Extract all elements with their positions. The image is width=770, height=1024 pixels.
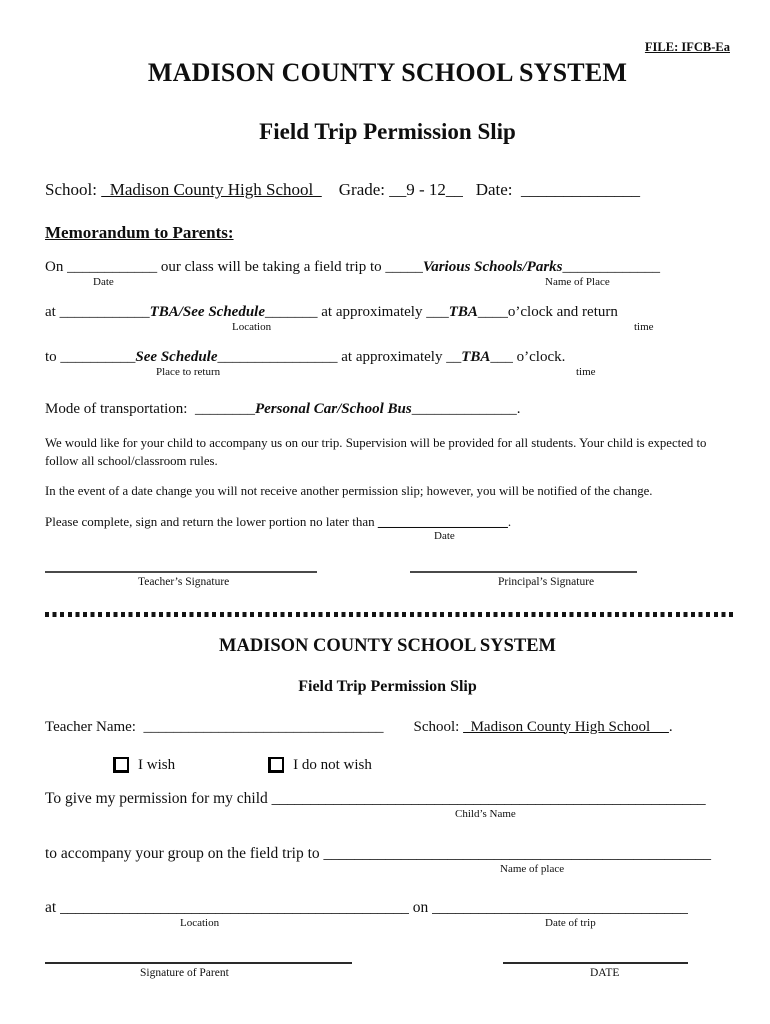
teacher-signature-line [45,571,317,573]
slip-place-blank: __________________________________________________ [323,844,712,862]
name-of-place-caption-2: Name of place [500,862,565,875]
memo-signature-lines [45,571,730,574]
trip-line1-labels [45,276,730,291]
child-name-blank: ________________________________________________________ [271,789,706,807]
slip-location-date-line: at _____________________________________________ on _________________________________ [45,898,688,916]
slip-signature-lines [45,962,730,965]
trip-location-time-line: at ____________TBA/See Schedule_______ at approximately ___TBA____o’clock and return [45,304,618,320]
memorandum-heading: Memorandum to Parents: [45,223,234,242]
grade-label: Grade: [338,180,386,199]
return-place-value: See Schedule [135,349,218,365]
school-value: Madison County High School [101,180,322,199]
name-of-place-caption: Name of Place [545,276,610,288]
return-place-time-line: to __________See Schedule________________ at approximately __TBA___ o’clock. [45,349,566,365]
principal-signature-caption: Principal’s Signature [498,575,595,588]
slip-school-value: Madison County High School [463,718,669,735]
trip-line3-labels [45,366,730,381]
slip-location-blank: _____________________________________________ [60,898,409,916]
location-caption-2: Location [180,916,220,929]
depart-time-value: TBA [448,304,478,320]
trip-date-blank: ____________ [67,259,158,275]
return-by-line: Please complete, sign and return the lower portion no later than ____________________. [45,513,512,529]
slip-signature-labels [45,967,730,982]
signature-of-parent-caption: Signature of Parent [140,966,229,979]
date-blank: ______________ [521,180,641,199]
place-value: Various Schools/Parks [422,259,563,275]
i-do-not-wish-checkbox[interactable] [268,757,284,773]
date-caption-2: Date [434,529,455,542]
supervision-paragraph: We would like for your child to accompany us on our trip. Supervision will be provided for all students. Your child is expected to follow all school/classroom rules. [45,436,707,468]
teacher-name-blank: ________________________________ [143,718,384,735]
document-title: MADISON COUNTY SCHOOL SYSTEM [147,58,628,87]
accompany-labels [45,863,730,878]
document-subtitle: Field Trip Permission Slip [259,119,516,144]
return-by-labels [45,530,730,545]
transportation-line: Mode of transportation: ________Personal Car/School Bus______________. [45,401,521,417]
principal-signature-line [410,571,637,573]
time-caption: time [634,321,654,333]
parent-signature-line [45,962,352,964]
child-name-line: To give my permission for my child ________________________________________________________ [45,789,706,807]
childs-name-caption: Child’s Name [455,807,516,820]
trip-date-place-line: On ____________ our class will be taking a field trip to _____Various Schools/Parks_____________ [45,259,661,275]
teacher-school-line: Teacher Name: ________________________________ School: Madison County High School . [45,718,673,735]
slip-subtitle: Field Trip Permission Slip [298,677,477,695]
slip-location-date-labels [45,917,730,932]
school-label: School: [45,180,97,199]
return-by-date-blank: ____________________ [377,513,508,529]
date-change-paragraph: In the event of a date change you will not receive another permission slip; however, you will be notified of the change. [45,484,653,499]
child-name-labels [45,808,730,823]
slip-school-label: School: [413,718,460,735]
i-do-not-wish-label: I do not wish [293,756,372,773]
accompany-line: to accompany your group on the field trip to __________________________________________________ [45,844,712,862]
slip-title: MADISON COUNTY SCHOOL SYSTEM [219,635,556,656]
location-value: TBA/See Schedule [149,304,265,320]
tear-off-divider [45,612,733,617]
memo-signature-labels [45,576,730,591]
date-label: Date: [475,180,513,199]
file-reference: FILE: IFCB-Ea [644,40,730,54]
i-do-not-wish-choice[interactable] [268,757,372,774]
date-of-trip-caption: Date of trip [545,916,596,929]
time-caption-2: time [576,366,596,378]
date-caption-3: DATE [590,966,620,979]
transportation-value: Personal Car/School Bus [254,401,412,417]
i-wish-choice[interactable] [113,757,175,774]
teacher-name-label: Teacher Name: [45,718,144,735]
location-caption: Location [232,321,272,333]
i-wish-label: I wish [138,756,176,773]
grade-value: __9 - 12__ [389,180,463,199]
slip-date-blank: _________________________________ [432,898,688,916]
trip-line2-labels [45,321,730,336]
date-line [503,962,688,964]
school-grade-date-line [45,180,730,200]
return-time-value: TBA [461,349,491,365]
date-caption: Date [93,276,114,288]
i-wish-checkbox[interactable] [113,757,129,773]
place-to-return-caption: Place to return [156,366,221,378]
wish-choice-row [113,757,730,774]
teacher-signature-caption: Teacher’s Signature [138,575,230,588]
